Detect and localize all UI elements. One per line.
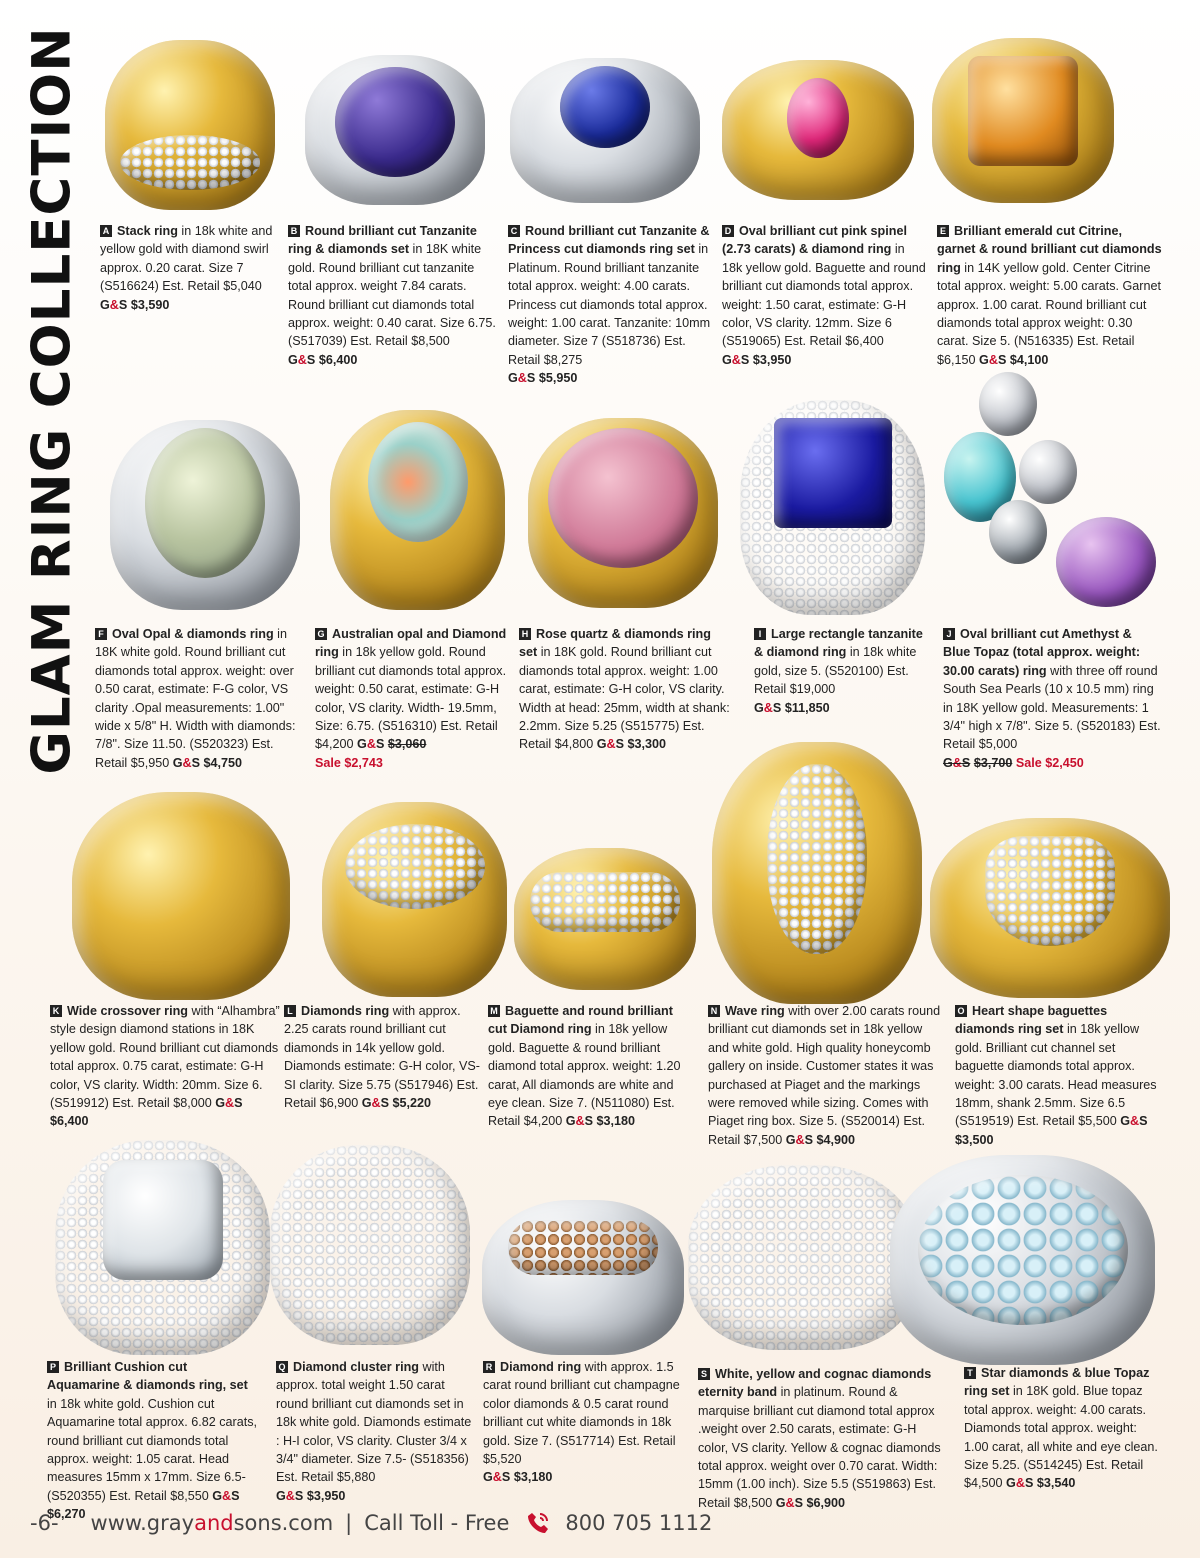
ring-image-r: [482, 1200, 684, 1355]
gs-label: G&S: [754, 700, 782, 715]
ring-image-k: [72, 792, 290, 1000]
ring-image-n: [712, 742, 922, 1004]
ring-image-e: [932, 38, 1114, 203]
item-letter-badge: C: [508, 225, 520, 237]
item-details: in 18k yellow gold. Round brilliant cut diamonds total approx. weight: 0.50 carat, estimate: G-H color, VS clarity. Width- 19.5mm, Size: 6.75. (S516310) Est. Retail $4,200: [315, 645, 507, 752]
gs-label: G&S: [596, 737, 625, 752]
item-m-description: [488, 1002, 694, 1131]
item-k-description: [50, 1002, 280, 1131]
gs-price: $3,300: [627, 737, 667, 752]
item-details: with approx. 2.25 carats round brilliant cut diamonds in 14k yellow gold. Diamonds estimate: G-H color, VS-SI clarity. Size 5.75 (S517946) Est. Retail $6,900: [284, 1004, 480, 1111]
footer: [30, 1508, 712, 1538]
item-name: Brilliant emerald cut Citrine, garnet & round brilliant cut diamonds ring: [937, 224, 1162, 275]
side-title: [21, 25, 83, 775]
item-letter-badge: G: [315, 628, 327, 640]
item-letter-badge: S: [698, 1368, 710, 1380]
gs-price: $4,100: [1009, 352, 1049, 367]
phone-number[interactable]: 800 705 1112: [565, 1511, 713, 1535]
gs-label: G&S: [1006, 1476, 1034, 1491]
item-details: in 14K yellow gold. Center Citrine total approx. weight: 5.00 carats. Garnet approx. 1.00 carat. Round brilliant cut diamonds total approx weight: 0.30 carat. Size 5. (N516335) Est. Retail $6,150: [937, 260, 1162, 367]
gs-label: G&S: [483, 1470, 511, 1485]
item-letter-badge: J: [943, 628, 955, 640]
item-letter-badge: N: [708, 1005, 720, 1017]
item-letter-badge: F: [95, 628, 107, 640]
gs-price: $3,540: [1036, 1476, 1076, 1491]
item-details: with over 2.00 carats round brilliant cut diamonds set in 18k yellow and white gold. High quality honeycomb gallery on inside. Customer states it was purchased at Piaget and the markings were removed while sizing. Comes with Piaget ring box. Size 5. (S520014) Est. Retail $7,500: [708, 1004, 941, 1147]
item-name: Oval brilliant cut pink spinel (2.73 carats) & diamond ring: [722, 224, 907, 257]
item-details: in 18k yellow gold. Baguette & round brilliant diamond total approx. weight: 1.20 carat, All diamonds are white and eye clean. Size 7. (N511080) Est. Retail $4,200: [488, 1022, 681, 1129]
item-details: in 18K white gold. Round brilliant cut diamonds total approx. weight: over 0.50 carat, estimate: F-G color, VS clarity .Opal measurements: 1.00" wide x 5/8" H. Width with diamonds: 7/8". Size 11.50. (S520323) Est. Retail $5,950: [95, 627, 296, 770]
gs-price: $6,900: [806, 1495, 846, 1510]
ring-image-s: [688, 1165, 918, 1350]
item-o-description: [955, 1002, 1165, 1149]
item-letter-badge: O: [955, 1005, 967, 1017]
item-letter-badge: H: [519, 628, 531, 640]
item-i-description: [754, 625, 934, 717]
gs-price: $5,950: [538, 371, 578, 386]
item-c-description: [508, 222, 714, 388]
item-details: in 18k white gold. Cushion cut Aquamarine total approx. 6.82 carats, round brilliant cut diamonds total approx. weight: 1.05 carat. Head measures 15mm x 17mm. Size 6.5- (S520355) Est. Retail $8,550: [47, 1396, 258, 1503]
item-r-description: [483, 1358, 683, 1487]
gs-label: G&S: [215, 1096, 243, 1111]
item-a-description: [100, 222, 282, 314]
gs-price-strikethrough: $3,060: [387, 737, 427, 752]
item-d-description: [722, 222, 928, 369]
gs-label: G&S: [361, 1096, 390, 1111]
item-name: Diamond ring: [500, 1360, 582, 1374]
gs-label: G&S: [172, 755, 201, 770]
gs-price: $3,950: [306, 1488, 346, 1503]
gs-price: $11,850: [784, 700, 830, 715]
item-details: in 18k yellow gold. Brilliant cut channel set baguette diamonds total approx. weight: 3.00 carats. Head measures 18mm, shank 2.5mm. Size 6.5 (S519519) Est. Retail $5,500: [955, 1022, 1157, 1129]
item-name: Brilliant Cushion cut Aquamarine & diamonds ring, set: [47, 1360, 248, 1393]
gs-label: G&S: [508, 371, 536, 386]
item-letter-badge: L: [284, 1005, 296, 1017]
item-l-description: [284, 1002, 480, 1112]
item-name: Wave ring: [725, 1004, 785, 1018]
ring-image-q: [270, 1145, 470, 1345]
ring-image-c: [510, 58, 700, 203]
ring-image-t: [890, 1155, 1155, 1365]
gs-label: G&S: [943, 755, 971, 770]
gs-label: G&S: [979, 352, 1007, 367]
item-name: Round brilliant cut Tanzanite ring & diamonds set: [288, 224, 477, 257]
ring-image-d: [722, 60, 914, 200]
page-number: -6-: [30, 1511, 59, 1535]
gs-label: G&S: [276, 1488, 304, 1503]
item-details: in 18K white gold. Round brilliant cut tanzanite total approx. weight 7.84 carats. Round brilliant cut diamonds total approx. weight: 0.40 carat. Size 6.75. (S517039) Est. Retail $8,500: [288, 242, 496, 349]
gs-price: $3,950: [752, 352, 792, 367]
ring-image-l: [322, 802, 507, 997]
item-p-description: [47, 1358, 259, 1524]
gs-label: G&S: [775, 1495, 804, 1510]
item-name: Diamonds ring: [301, 1004, 390, 1018]
item-name: Heart shape baguettes diamonds ring set: [955, 1004, 1108, 1037]
item-letter-badge: T: [964, 1367, 976, 1379]
item-name: Large rectangle tanzanite & diamond ring: [754, 627, 923, 660]
item-name: Star diamonds & blue Topaz ring set: [964, 1366, 1150, 1399]
item-j-description: [943, 625, 1161, 772]
item-q-description: [276, 1358, 472, 1505]
sale-price: Sale $2,450: [1015, 755, 1084, 770]
gs-price: $6,400: [318, 352, 358, 367]
ring-image-a: [105, 40, 275, 210]
item-g-description: [315, 625, 513, 772]
item-letter-badge: A: [100, 225, 112, 237]
item-letter-badge: E: [937, 225, 949, 237]
item-name: Rose quartz & diamonds ring set: [519, 627, 711, 660]
phone-icon: [525, 1510, 551, 1536]
gs-price: $3,590: [130, 297, 170, 312]
gs-price: $3,180: [596, 1114, 636, 1129]
item-name: Oval Opal & diamonds ring: [112, 627, 274, 641]
item-name: Oval brilliant cut Amethyst & Blue Topaz (total approx. weight: 30.00 carats) ring: [943, 627, 1141, 678]
gs-price: $3,180: [513, 1470, 553, 1485]
item-details: with approx. total weight 1.50 carat round brilliant cut diamonds set in 18k white gold. Diamonds estimate : H-I color, VS clarity. Cluster 3/4 x 3/4" diameter. Size 7.5- (S518356) Est. Retail $5,880: [276, 1360, 472, 1485]
item-letter-badge: P: [47, 1361, 59, 1373]
ring-image-f: [110, 420, 300, 610]
gs-price: $4,900: [816, 1132, 856, 1147]
item-letter-badge: D: [722, 225, 734, 237]
item-details: in 18K gold. Blue topaz total approx. weight: 4.00 carats. Diamonds total approx. weight: 1.00 carat, all white and eye clean. Size 5.25. (S514245) Est. Retail $4,500: [964, 1384, 1158, 1491]
gs-label: G&S: [100, 297, 128, 312]
item-name: Round brilliant cut Tanzanite & Princess cut diamonds ring set: [508, 224, 710, 257]
gs-label: G&S: [785, 1132, 814, 1147]
item-details: in 18k yellow gold. Baguette and round brilliant cut diamonds total approx. weight: 1.50 carat, estimate: G-H color, VS clarity. 12mm. Size 6 (S519065) Est. Retail $6,400: [722, 242, 926, 349]
item-details: with “Alhambra” style design diamond stations in 18K yellow gold. Round brilliant cut diamonds total approx. 0.75 carat, estimate: G-H color, VS clarity. Width: 20mm. Size 6. (S519912) Est. Retail $8,000: [50, 1004, 280, 1111]
item-letter-badge: B: [288, 225, 300, 237]
item-details: in 18k white gold, size 5. (S520100) Est. Retail $19,000: [754, 645, 917, 697]
item-letter-badge: R: [483, 1361, 495, 1373]
item-details: with approx. 1.5 carat round brilliant cut champagne color diamonds & 0.5 carat round brilliant cut white diamonds in 18k gold. Size 7. (S517714) Est. Retail $5,520: [483, 1360, 680, 1467]
item-letter-badge: M: [488, 1005, 500, 1017]
page-title: GLAM RING COLLECTION: [21, 25, 83, 775]
item-letter-badge: K: [50, 1005, 62, 1017]
gs-label: G&S: [722, 352, 750, 367]
item-name: White, yellow and cognac diamonds eternity band: [698, 1367, 932, 1400]
item-t-description: [964, 1364, 1160, 1493]
gs-label: G&S: [1120, 1114, 1148, 1129]
ring-image-j: [938, 372, 1173, 612]
item-s-description: [698, 1365, 946, 1512]
item-b-description: [288, 222, 496, 369]
footer-separator: |: [345, 1511, 353, 1535]
gs-label: G&S: [565, 1114, 594, 1129]
gs-price: $6,400: [50, 1114, 89, 1129]
item-details: in 18K gold. Round brilliant cut diamonds total approx. weight: 1.00 carat, estimate: G-H color, VS clarity. Width at head: 25mm, width at shank: 2.2mm. Size 5.25 (S515775) Est. Retail $4,800: [519, 645, 730, 752]
ring-image-i: [740, 400, 925, 615]
ring-image-g: [330, 410, 505, 610]
gs-label: G&S: [357, 737, 385, 752]
website-link[interactable]: www.grayandsons.com: [90, 1511, 334, 1535]
gs-label: G&S: [288, 352, 316, 367]
ring-image-m: [514, 848, 696, 990]
item-details: in 18k white and yellow gold with diamond swirl approx. 0.20 carat. Size 7 (S516624) Est. Retail $5,040: [100, 224, 273, 294]
item-details: in Platinum. Round brilliant tanzanite total approx. weight: 4.00 carats. Princess cut diamonds total approx. weight: 1.00 carat. Tanzanite: 10mm diameter. Size 7 (S518736) Est. Retail $8,275: [508, 242, 711, 367]
item-name: Australian opal and Diamond ring: [315, 627, 507, 660]
item-letter-badge: I: [754, 628, 766, 640]
item-details: in platinum. Round & marquise brilliant cut diamond total approx .weight over 2.50 carats, estimate: G-H color, VS clarity. Yellow & cognac diamonds total approx. weight over 0.70 carat. Width: 15mm (1.00 inch). Size 5.5 (S519863) Est. Retail $8,500: [698, 1385, 941, 1510]
item-letter-badge: Q: [276, 1361, 288, 1373]
item-f-description: [95, 625, 305, 772]
ring-image-o: [930, 818, 1170, 998]
gs-price-strikethrough: $3,700: [973, 755, 1013, 770]
item-n-description: [708, 1002, 946, 1149]
item-name: Baguette and round brilliant cut Diamond ring: [488, 1004, 673, 1037]
ring-image-b: [305, 55, 485, 205]
item-name: Stack ring: [117, 224, 178, 238]
gs-price: $4,750: [203, 755, 243, 770]
gs-price: $6,270: [47, 1507, 86, 1522]
item-details: with three off round South Sea Pearls (10 x 10.5 mm) ring in 18K yellow gold. Measurements: 1 3/4" high x 7/8". Size 5. (S520183) Est. Retail $5,000: [943, 663, 1161, 752]
ring-image-p: [55, 1140, 270, 1355]
call-label: Call Toll - Free: [364, 1511, 510, 1535]
item-e-description: [937, 222, 1163, 369]
item-name: Wide crossover ring: [67, 1004, 188, 1018]
gs-label: G&S: [212, 1488, 240, 1503]
item-h-description: [519, 625, 731, 754]
ring-image-h: [528, 418, 718, 608]
item-name: Diamond cluster ring: [293, 1360, 419, 1374]
gs-price: $3,500: [955, 1132, 994, 1147]
sale-price: Sale $2,743: [315, 755, 383, 770]
gs-price: $5,220: [392, 1096, 432, 1111]
